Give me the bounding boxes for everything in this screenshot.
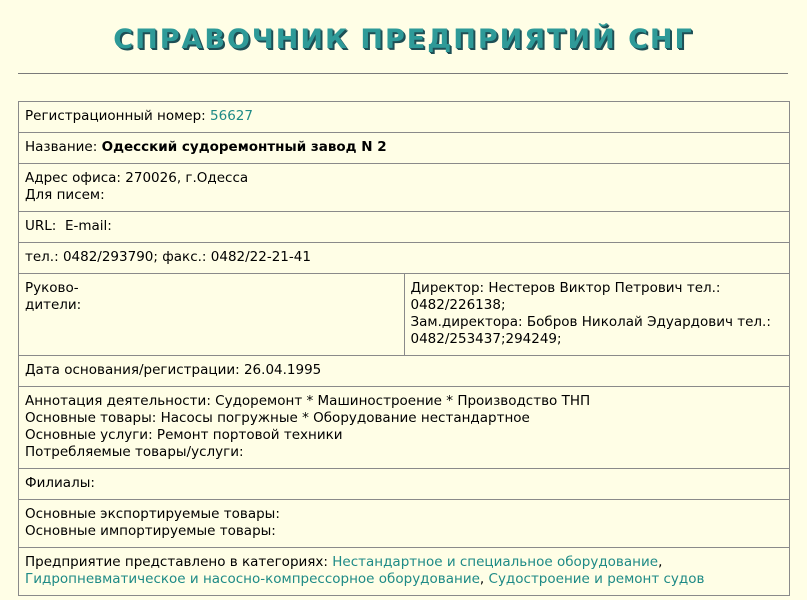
header-divider [18,73,788,74]
reg-number-cell [19,102,790,133]
phone-cell [19,243,790,274]
address-cell [19,164,790,212]
categories-label: Предприятие представлено в категориях: [25,554,328,570]
page-title: СПРАВОЧНИК ПРЕДПРИЯТИЙ СНГ [113,24,694,55]
name-label: Название: [25,139,98,155]
leaders-label-line2: дители: [25,297,82,313]
fax-value: 0482/22-21-41 [210,249,311,265]
category-separator: , [479,571,485,587]
branches-cell [19,469,790,500]
founded-row [19,356,790,387]
export-label: Основные экспортируемые товары: [25,506,280,522]
web-row [19,212,790,243]
mail-address-label: Для писем: [25,187,105,203]
page-header [0,0,807,75]
import-label: Основные импортируемые товары: [25,523,276,539]
email-label: E-mail: [64,218,112,234]
goods-value: Насосы погружные * Оборудование нестандартное [160,410,530,426]
categories-row [19,548,790,596]
activity-row [19,387,790,469]
leaders-list-cell [404,274,790,356]
trade-cell [19,500,790,548]
phone-value: 0482/293790; [62,249,158,265]
branches-label: Филиалы: [25,475,95,491]
founded-cell [19,356,790,387]
branches-row [19,469,790,500]
name-row [19,133,790,164]
services-value: Ремонт портовой техники [156,427,343,443]
trade-row [19,500,790,548]
office-address-label: Адрес офиса: [25,170,121,186]
reg-number-row [19,102,790,133]
leader-director: Директор: Нестеров Виктор Петрович тел.: 0482/226138; [410,280,721,313]
url-label: URL: [25,218,57,234]
reg-number-label: Регистрационный номер: [25,108,206,124]
phone-row [19,243,790,274]
fax-label: факс.: [162,249,207,265]
phone-label: тел.: [25,249,59,265]
category-separator: , [658,554,663,570]
name-cell [19,133,790,164]
category-link-pumps-compressors[interactable]: Гидропневматическое и насосно-компрессорное оборудование [25,571,480,587]
office-address-value: 270026, г.Одесса [125,170,249,186]
company-record-table [18,101,790,596]
categories-cell [19,548,790,596]
leaders-label-cell [19,274,405,356]
reg-number-value: 56627 [210,108,253,124]
category-link-shipbuilding[interactable]: Судостроение и ремонт судов [488,571,705,587]
founded-label: Дата основания/регистрации: [25,362,240,378]
leaders-row [19,274,790,356]
goods-label: Основные товары: [25,410,157,426]
activity-value: Судоремонт * Машиностроение * Производство ТНП [215,393,591,409]
company-name: Одесский судоремонтный завод N 2 [101,139,387,155]
web-cell [19,212,790,243]
activity-label: Аннотация деятельности: [25,393,211,409]
leaders-label-line1: Руково- [25,280,79,296]
services-label: Основные услуги: [25,427,153,443]
category-link-special-equipment[interactable]: Нестандартное и специальное оборудование [332,554,659,570]
leader-deputy: Зам.директора: Бобров Николай Эдуардович тел.: 0482/253437;294249; [410,314,771,347]
activity-cell [19,387,790,469]
founded-value: 26.04.1995 [243,362,322,378]
consumed-label: Потребляемые товары/услуги: [25,444,244,460]
address-row [19,164,790,212]
